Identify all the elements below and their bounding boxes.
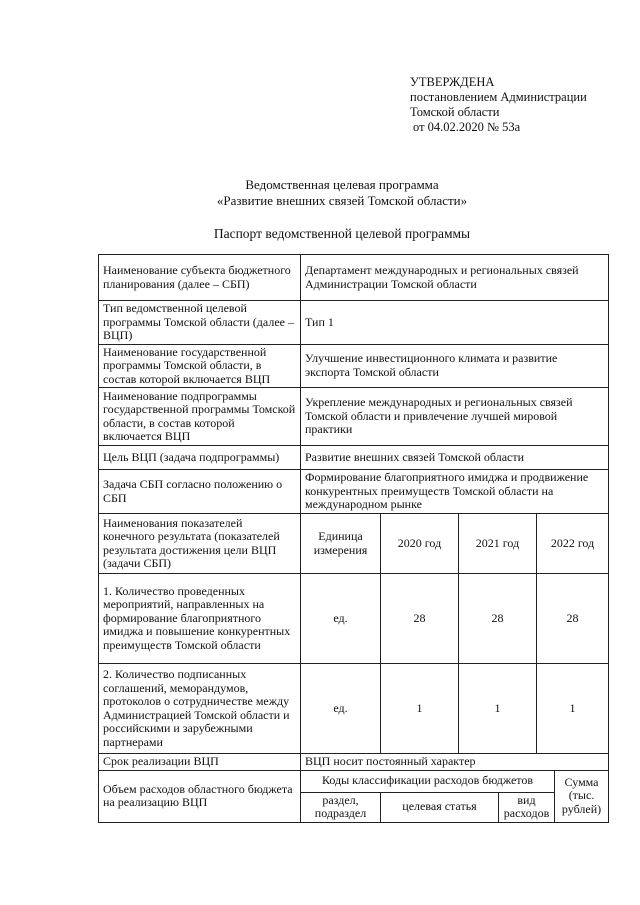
budget-sum-header: Сумма (тыс. рублей) bbox=[555, 770, 609, 822]
program-title bbox=[100, 177, 584, 209]
approval-resolution: постановлением Администрации bbox=[410, 90, 587, 104]
row-value: Укрепление международных и региональных связей Томской области и привлечение лучшей мировой практики bbox=[301, 388, 609, 446]
row-value: Тип 1 bbox=[301, 301, 609, 345]
row-label: Наименование субъекта бюджетного планирования (далее – СБП) bbox=[99, 255, 301, 301]
table-row bbox=[99, 754, 609, 771]
table-row bbox=[99, 446, 609, 470]
year-2022-header: 2022 год bbox=[537, 514, 609, 574]
period-label: Срок реализации ВЦП bbox=[99, 754, 301, 771]
indicator-value-2021: 1 bbox=[459, 664, 537, 754]
indicator-label: 1. Количество проведенных мероприятий, направленных на формирование благоприятного имиджа и повышение конкурентных преимуществ Томской области bbox=[99, 574, 301, 664]
table-row bbox=[99, 470, 609, 514]
table-row bbox=[99, 388, 609, 446]
approval-stamp bbox=[410, 75, 630, 135]
row-label: Наименование государственной программы Томской области, в состав которой включается ВЦП bbox=[99, 344, 301, 388]
table-row bbox=[99, 574, 609, 664]
budget-expense-header: вид расходов bbox=[499, 792, 555, 822]
row-label: Тип ведомственной целевой программы Томской области (далее – ВЦП) bbox=[99, 301, 301, 345]
approval-date: от 04.02.2020 № 53а bbox=[413, 120, 521, 134]
period-value: ВЦП носит постоянный характер bbox=[301, 754, 609, 771]
budget-codes-header: Коды классификации расходов бюджетов bbox=[301, 770, 555, 792]
indicator-unit: ед. bbox=[301, 664, 381, 754]
row-value: Развитие внешних связей Томской области bbox=[301, 446, 609, 470]
approval-region: Томской области bbox=[410, 105, 500, 119]
indicators-header-label: Наименования показателей конечного результата (показателей результата достижения цели ВЦП (задачи СБП) bbox=[99, 514, 301, 574]
budget-section-header: раздел, подраздел bbox=[301, 792, 381, 822]
row-value: Формирование благоприятного имиджа и продвижение конкурентных преимуществ Томской области на международном рынке bbox=[301, 470, 609, 514]
row-label: Задача СБП согласно положению о СБП bbox=[99, 470, 301, 514]
row-value: Улучшение инвестиционного климата и развитие экспорта Томской области bbox=[301, 344, 609, 388]
program-title-line2: «Развитие внешних связей Томской области» bbox=[216, 193, 468, 208]
indicator-value-2020: 1 bbox=[381, 664, 459, 754]
indicators-header-row bbox=[99, 514, 609, 574]
year-2020-header: 2020 год bbox=[381, 514, 459, 574]
indicator-label: 2. Количество подписанных соглашений, меморандумов, протоколов о сотрудничестве между Администрацией Томской области и российскими и зарубежными партнерами bbox=[99, 664, 301, 754]
budget-article-header: целевая статья bbox=[381, 792, 499, 822]
indicator-value-2020: 28 bbox=[381, 574, 459, 664]
indicator-value-2022: 1 bbox=[537, 664, 609, 754]
indicator-value-2022: 28 bbox=[537, 574, 609, 664]
row-label: Наименование подпрограммы государственной программы Томской области, в состав которой включается ВЦП bbox=[99, 388, 301, 446]
year-2021-header: 2021 год bbox=[459, 514, 537, 574]
indicator-unit: ед. bbox=[301, 574, 381, 664]
budget-row bbox=[99, 770, 609, 792]
program-title-line1: Ведомственная целевая программа bbox=[245, 177, 439, 192]
unit-header: Единица измерения bbox=[301, 514, 381, 574]
passport-table bbox=[98, 254, 609, 823]
approval-title: УТВЕРЖДЕНА bbox=[410, 75, 495, 89]
table-row bbox=[99, 255, 609, 301]
table-row bbox=[99, 301, 609, 345]
table-row bbox=[99, 344, 609, 388]
row-label: Цель ВЦП (задача подпрограммы) bbox=[99, 446, 301, 470]
indicator-value-2021: 28 bbox=[459, 574, 537, 664]
table-row bbox=[99, 664, 609, 754]
passport-title: Паспорт ведомственной целевой программы bbox=[213, 226, 471, 241]
budget-label: Объем расходов областного бюджета на реализацию ВЦП bbox=[99, 770, 301, 822]
row-value: Департамент международных и региональных связей Администрации Томской области bbox=[301, 255, 609, 301]
